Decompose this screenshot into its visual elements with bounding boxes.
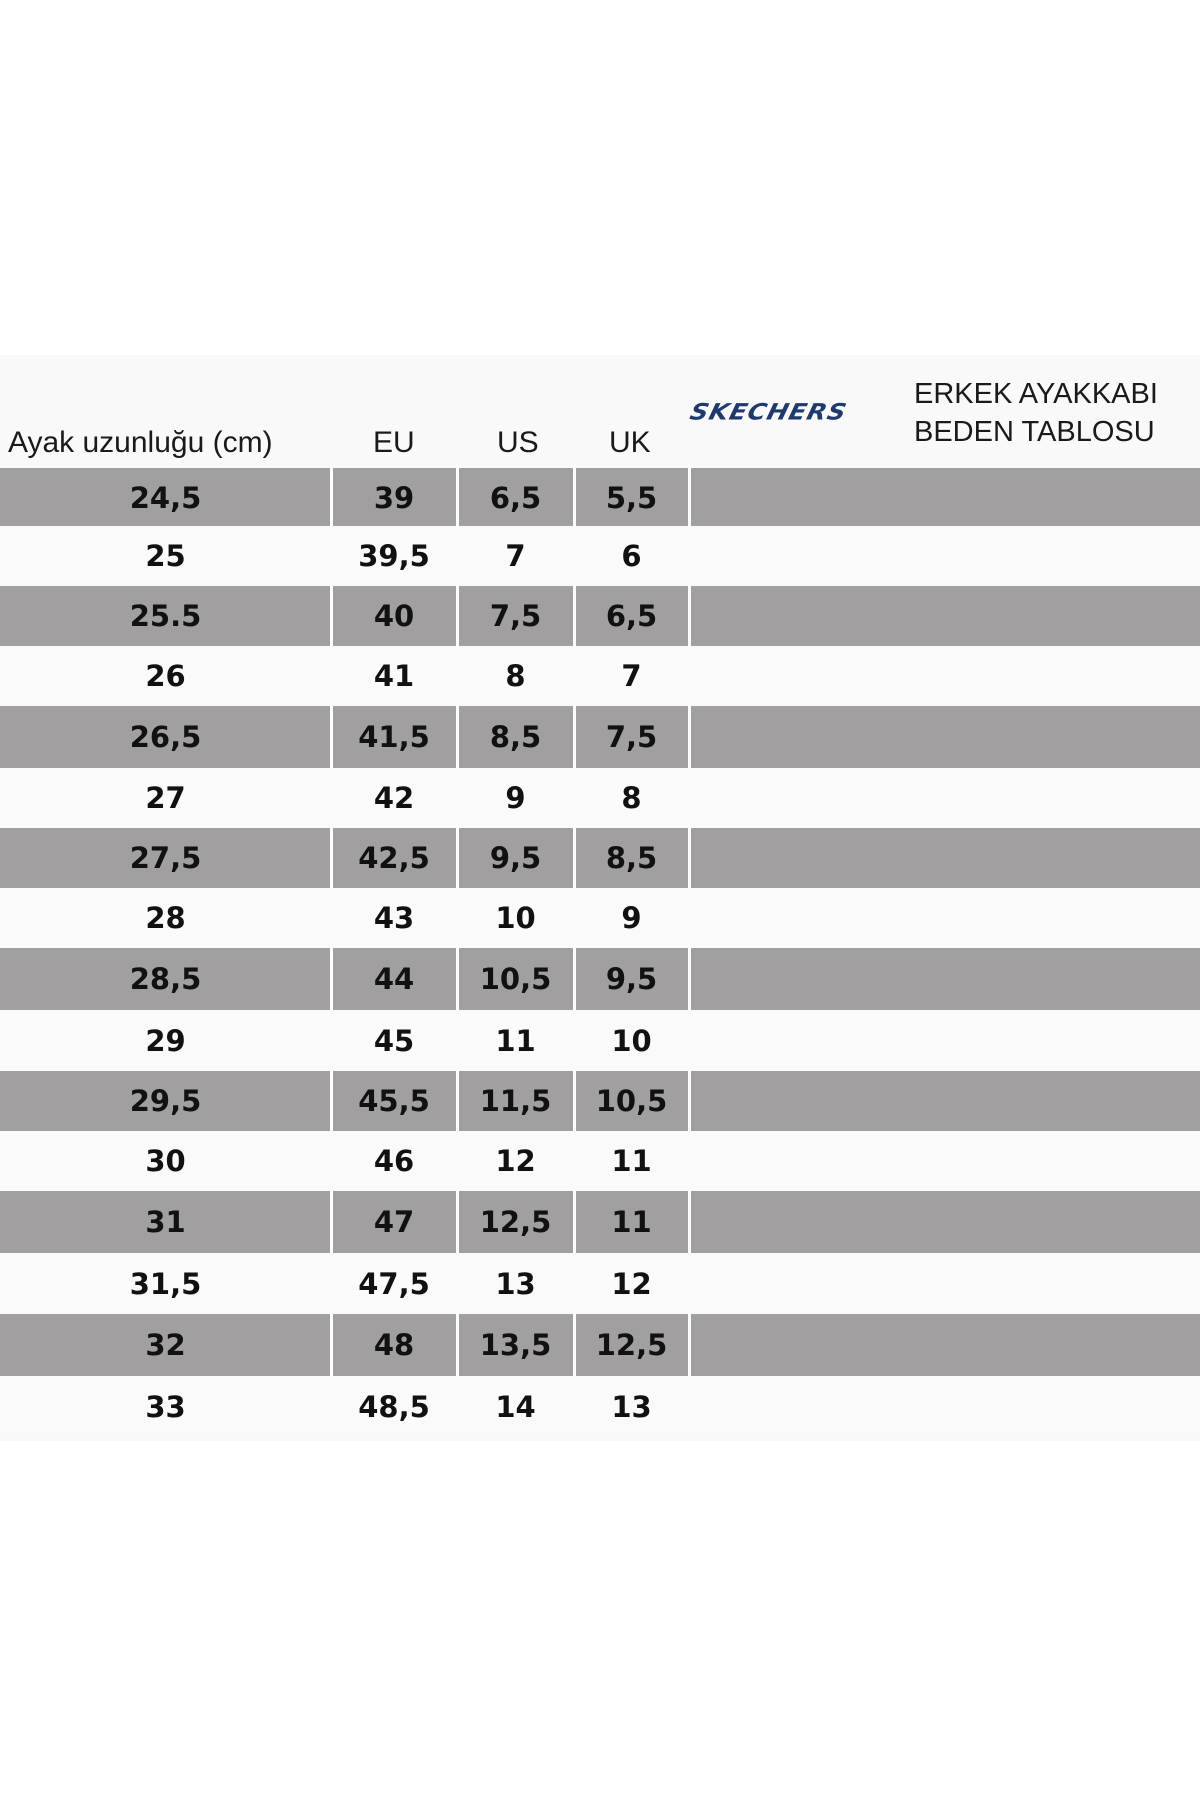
chart-title-line-2: BEDEN TABLOSU xyxy=(914,416,1155,448)
table-cell: 48,5 xyxy=(358,1390,430,1424)
column-divider xyxy=(456,706,459,768)
table-cell: 9 xyxy=(505,781,526,815)
table-cell: 8 xyxy=(621,781,642,815)
table-row xyxy=(0,1131,1200,1191)
table-cell: 42 xyxy=(373,781,415,815)
table-row xyxy=(0,1011,1200,1071)
column-header-us: US xyxy=(497,426,539,459)
table-row xyxy=(0,1314,1200,1376)
column-divider xyxy=(330,1071,333,1132)
table-row xyxy=(0,526,1200,586)
table-cell: 26,5 xyxy=(129,720,202,754)
chart-title-line-1: ERKEK AYAKKABI xyxy=(914,378,1158,410)
table-cell: 12,5 xyxy=(479,1205,552,1239)
column-divider xyxy=(456,1191,459,1253)
column-divider xyxy=(330,1314,333,1376)
table-cell: 11 xyxy=(611,1205,652,1239)
table-row xyxy=(0,768,1200,828)
table-cell: 5,5 xyxy=(605,481,658,515)
table-cell: 13 xyxy=(611,1390,652,1424)
table-row xyxy=(0,888,1200,948)
table-cell: 11 xyxy=(611,1144,652,1178)
table-cell: 43 xyxy=(373,901,415,935)
size-chart xyxy=(0,355,1200,1441)
table-row xyxy=(0,468,1200,529)
table-row xyxy=(0,646,1200,706)
table-cell: 8,5 xyxy=(605,841,658,875)
table-cell: 45 xyxy=(373,1024,415,1058)
table-cell: 11 xyxy=(495,1024,536,1058)
table-cell: 28 xyxy=(145,901,186,935)
table-cell: 7 xyxy=(621,659,642,693)
column-divider xyxy=(456,586,459,647)
table-cell: 10 xyxy=(495,901,536,935)
table-cell: 47,5 xyxy=(358,1267,430,1301)
table-cell: 30 xyxy=(145,1144,186,1178)
table-cell: 39,5 xyxy=(358,539,430,573)
table-cell: 6 xyxy=(621,539,642,573)
table-row xyxy=(0,948,1200,1010)
table-cell: 26 xyxy=(145,659,186,693)
chart-title xyxy=(914,375,1158,451)
table-cell: 10 xyxy=(611,1024,652,1058)
table-cell: 7,5 xyxy=(489,599,542,633)
column-divider xyxy=(688,1071,691,1132)
table-cell: 45,5 xyxy=(358,1084,430,1118)
table-cell: 10,5 xyxy=(479,962,552,996)
table-cell: 9,5 xyxy=(605,962,658,996)
column-divider xyxy=(456,948,459,1010)
column-divider xyxy=(456,468,459,529)
table-cell: 31 xyxy=(145,1205,186,1239)
table-cell: 8 xyxy=(505,659,526,693)
table-cell: 6,5 xyxy=(489,481,542,515)
table-row xyxy=(0,1191,1200,1253)
column-divider xyxy=(688,586,691,647)
column-divider xyxy=(573,1071,576,1132)
column-header-foot-length: Ayak uzunluğu (cm) xyxy=(8,426,273,459)
table-cell: 25.5 xyxy=(129,599,202,633)
column-divider xyxy=(688,1314,691,1376)
table-cell: 40 xyxy=(373,599,415,633)
table-row xyxy=(0,1071,1200,1132)
table-cell: 13,5 xyxy=(479,1328,552,1362)
table-cell: 7 xyxy=(505,539,526,573)
column-divider xyxy=(688,468,691,529)
table-cell: 14 xyxy=(495,1390,536,1424)
table-cell: 9,5 xyxy=(489,841,542,875)
skechers-logo: SKECHERS xyxy=(687,398,850,425)
column-divider xyxy=(688,828,691,889)
table-cell: 41 xyxy=(373,659,415,693)
table-row xyxy=(0,586,1200,647)
column-divider xyxy=(456,1071,459,1132)
table-cell: 10,5 xyxy=(595,1084,668,1118)
column-divider xyxy=(573,586,576,647)
table-cell: 47 xyxy=(373,1205,415,1239)
column-divider xyxy=(688,948,691,1010)
table-header xyxy=(0,355,1200,469)
column-divider xyxy=(330,706,333,768)
table-row xyxy=(0,706,1200,768)
table-cell: 33 xyxy=(145,1390,186,1424)
table-cell: 28,5 xyxy=(129,962,202,996)
column-divider xyxy=(573,1314,576,1376)
column-divider xyxy=(330,468,333,529)
table-cell: 11,5 xyxy=(479,1084,552,1118)
column-divider xyxy=(688,1191,691,1253)
table-cell: 7,5 xyxy=(605,720,658,754)
table-cell: 41,5 xyxy=(358,720,430,754)
column-divider xyxy=(330,948,333,1010)
column-divider xyxy=(688,706,691,768)
table-cell: 12 xyxy=(611,1267,652,1301)
table-cell: 29 xyxy=(145,1024,186,1058)
table-cell: 29,5 xyxy=(129,1084,202,1118)
table-cell: 31,5 xyxy=(129,1267,202,1301)
table-cell: 8,5 xyxy=(489,720,542,754)
column-divider xyxy=(330,1191,333,1253)
column-divider xyxy=(573,948,576,1010)
table-cell: 39 xyxy=(373,481,415,515)
table-cell: 32 xyxy=(145,1328,186,1362)
column-header-uk: UK xyxy=(609,426,651,459)
table-cell: 27 xyxy=(145,781,186,815)
column-divider xyxy=(573,468,576,529)
column-divider xyxy=(456,828,459,889)
table-cell: 46 xyxy=(373,1144,415,1178)
table-cell: 42,5 xyxy=(358,841,430,875)
table-cell: 12,5 xyxy=(595,1328,668,1362)
table-cell: 44 xyxy=(373,962,415,996)
column-divider xyxy=(573,1191,576,1253)
column-divider xyxy=(330,586,333,647)
column-divider xyxy=(330,828,333,889)
table-cell: 27,5 xyxy=(129,841,202,875)
column-divider xyxy=(456,1314,459,1376)
table-cell: 6,5 xyxy=(605,599,658,633)
column-header-eu: EU xyxy=(373,426,415,459)
table-cell: 25 xyxy=(145,539,186,573)
table-cell: 9 xyxy=(621,901,642,935)
table-cell: 24,5 xyxy=(129,481,202,515)
table-row xyxy=(0,1254,1200,1314)
column-divider xyxy=(573,828,576,889)
table-row xyxy=(0,1376,1200,1438)
table-cell: 48 xyxy=(373,1328,415,1362)
table-cell: 13 xyxy=(495,1267,536,1301)
table-cell: 12 xyxy=(495,1144,536,1178)
column-divider xyxy=(573,706,576,768)
table-row xyxy=(0,828,1200,889)
